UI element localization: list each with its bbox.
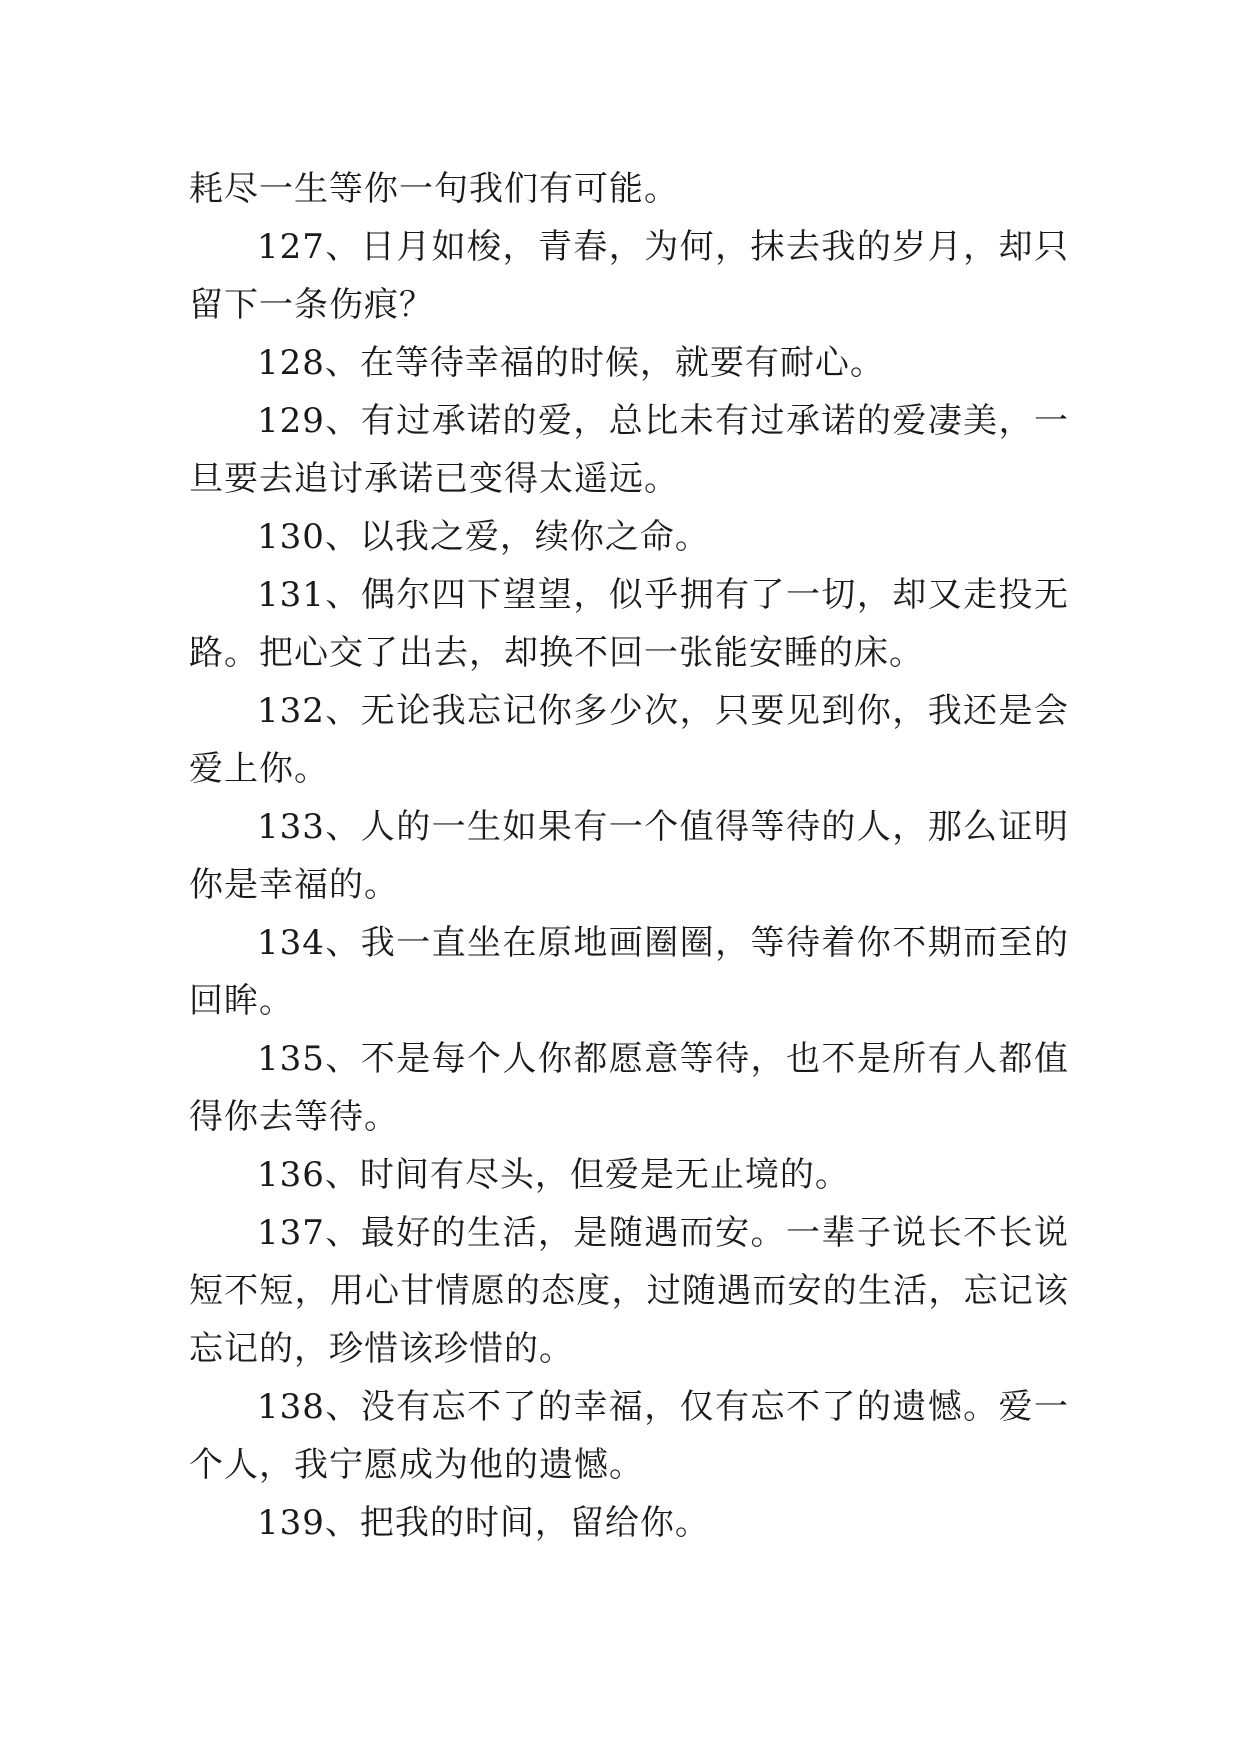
- paragraph-128: 128、在等待幸福的时候，就要有耐心。: [257, 343, 885, 383]
- paragraph-continuation: 耗尽一生等你一句我们有可能。: [189, 169, 679, 209]
- paragraph-133: 133、人的一生如果有一个值得等待的人，那么证明你是幸福的。: [189, 807, 1069, 905]
- document-body: [189, 160, 1069, 1552]
- paragraph-137: 137、最好的生活，是随遇而安。一辈子说长不长说短不短，用心甘情愿的态度，过随遇而安的生活，忘记该忘记的，珍惜该珍惜的。: [189, 1213, 1069, 1369]
- paragraph-127: 127、日月如梭，青春，为何，抹去我的岁月，却只留下一条伤痕？: [189, 227, 1069, 325]
- paragraph-139: 139、把我的时间，留给你。: [257, 1503, 710, 1543]
- paragraph-129: 129、有过承诺的爱，总比未有过承诺的爱凄美，一旦要去追讨承诺已变得太遥远。: [189, 401, 1069, 499]
- paragraph-138: 138、没有忘不了的幸福，仅有忘不了的遗憾。爱一个人，我宁愿成为他的遗憾。: [189, 1387, 1069, 1485]
- paragraph-130: 130、以我之爱，续你之命。: [257, 517, 710, 557]
- paragraph-134: 134、我一直坐在原地画圈圈，等待着你不期而至的回眸。: [189, 923, 1069, 1021]
- paragraph-135: 135、不是每个人你都愿意等待，也不是所有人都值得你去等待。: [189, 1039, 1069, 1137]
- paragraph-131: 131、偶尔四下望望，似乎拥有了一切，却又走投无路。把心交了出去，却换不回一张能安睡的床。: [189, 575, 1069, 673]
- paragraph-132: 132、无论我忘记你多少次，只要见到你，我还是会爱上你。: [189, 691, 1069, 789]
- paragraph-136: 136、时间有尽头，但爱是无止境的。: [257, 1155, 850, 1195]
